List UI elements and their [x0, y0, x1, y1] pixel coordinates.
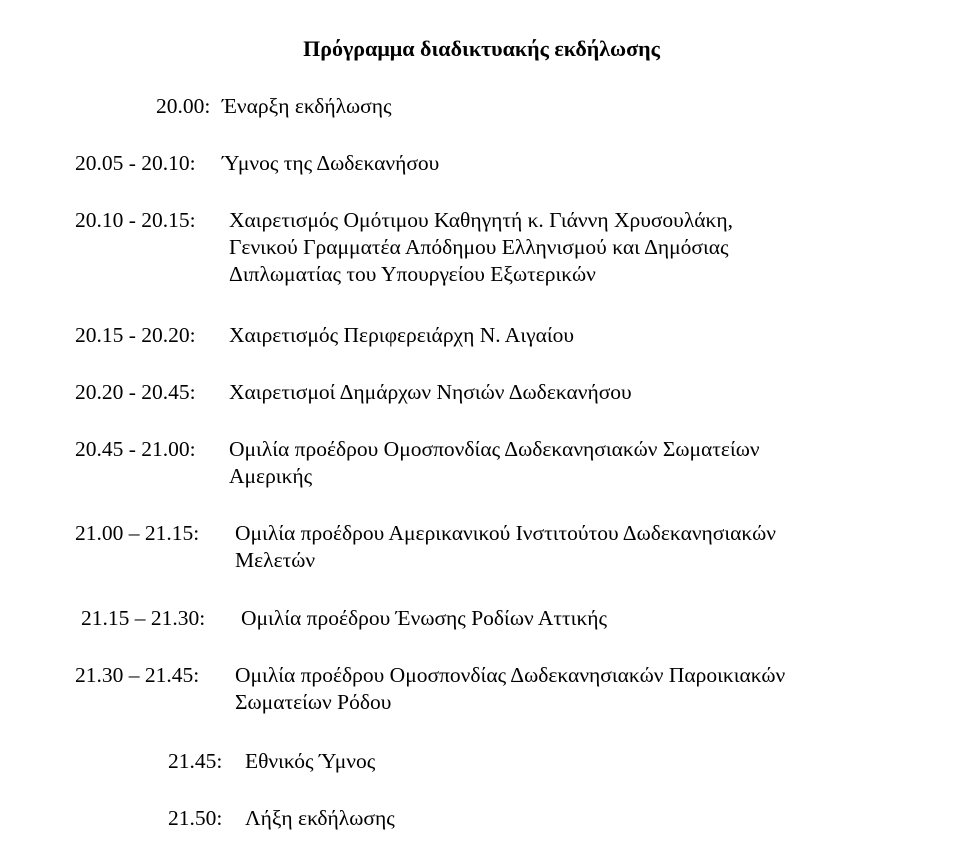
schedule-time: 20.15 - 20.20:: [75, 323, 196, 347]
description-line: Μελετών: [235, 548, 316, 572]
schedule-description: [245, 748, 375, 775]
description-line: Ομιλία προέδρου Ομοσπονδίας Δωδεκανησιακών Παροικιακών: [235, 663, 786, 687]
description-line: Σωματείων Ρόδου: [235, 690, 392, 714]
schedule-time: 21.30 – 21.45:: [75, 663, 200, 687]
schedule-time: 21.00 – 21.15:: [75, 521, 200, 545]
schedule-description: [235, 520, 776, 574]
description-line: Ομιλία προέδρου Αμερικανικού Ινστιτούτου Δωδεκανησιακών: [235, 521, 776, 545]
description-line: Ομιλία προέδρου Ένωσης Ροδίων Αττικής: [241, 606, 608, 630]
schedule-time: 20.00:: [156, 94, 211, 118]
description-line: Γενικού Γραμματέα Απόδημου Ελληνισμού και Δημόσιας: [229, 235, 729, 259]
schedule-description: [241, 605, 607, 632]
schedule-description: [229, 379, 632, 406]
schedule-description: [229, 207, 733, 288]
page-title: Πρόγραμμα διαδικτυακής εκδήλωσης: [303, 36, 660, 61]
schedule-time: 20.20 - 20.45:: [75, 380, 196, 404]
schedule-time: 21.45:: [168, 749, 223, 773]
description-line: Χαιρετισμός Περιφερειάρχη Ν. Αιγαίου: [229, 323, 575, 347]
description-line: Ύμνος της Δωδεκανήσου: [222, 151, 440, 175]
schedule-time: 20.05 - 20.10:: [75, 151, 196, 175]
description-line: Διπλωματίας του Υπουργείου Εξωτερικών: [229, 262, 596, 286]
schedule-time: 20.45 - 21.00:: [75, 437, 196, 461]
description-line: Χαιρετισμοί Δημάρχων Νησιών Δωδεκανήσου: [229, 380, 632, 404]
description-line: Χαιρετισμός Ομότιμου Καθηγητή κ. Γιάννη Χρυσουλάκη,: [229, 208, 733, 232]
schedule-description: [222, 150, 439, 177]
schedule-time: 21.15 – 21.30:: [81, 606, 206, 630]
schedule-time: 20.10 - 20.15:: [75, 208, 196, 232]
description-line: Έναρξη εκδήλωσης: [222, 94, 392, 118]
description-line: Εθνικός Ύμνος: [245, 749, 376, 773]
schedule-description: [229, 322, 574, 349]
schedule-description: [235, 662, 785, 716]
schedule-description: [222, 93, 392, 120]
schedule-description: [229, 436, 760, 490]
description-line: Λήξη εκδήλωσης: [245, 806, 395, 830]
description-line: Ομιλία προέδρου Ομοσπονδίας Δωδεκανησιακών Σωματείων: [229, 437, 760, 461]
schedule-time: 21.50:: [168, 806, 223, 830]
schedule-description: [245, 805, 395, 832]
description-line: Αμερικής: [229, 464, 313, 488]
